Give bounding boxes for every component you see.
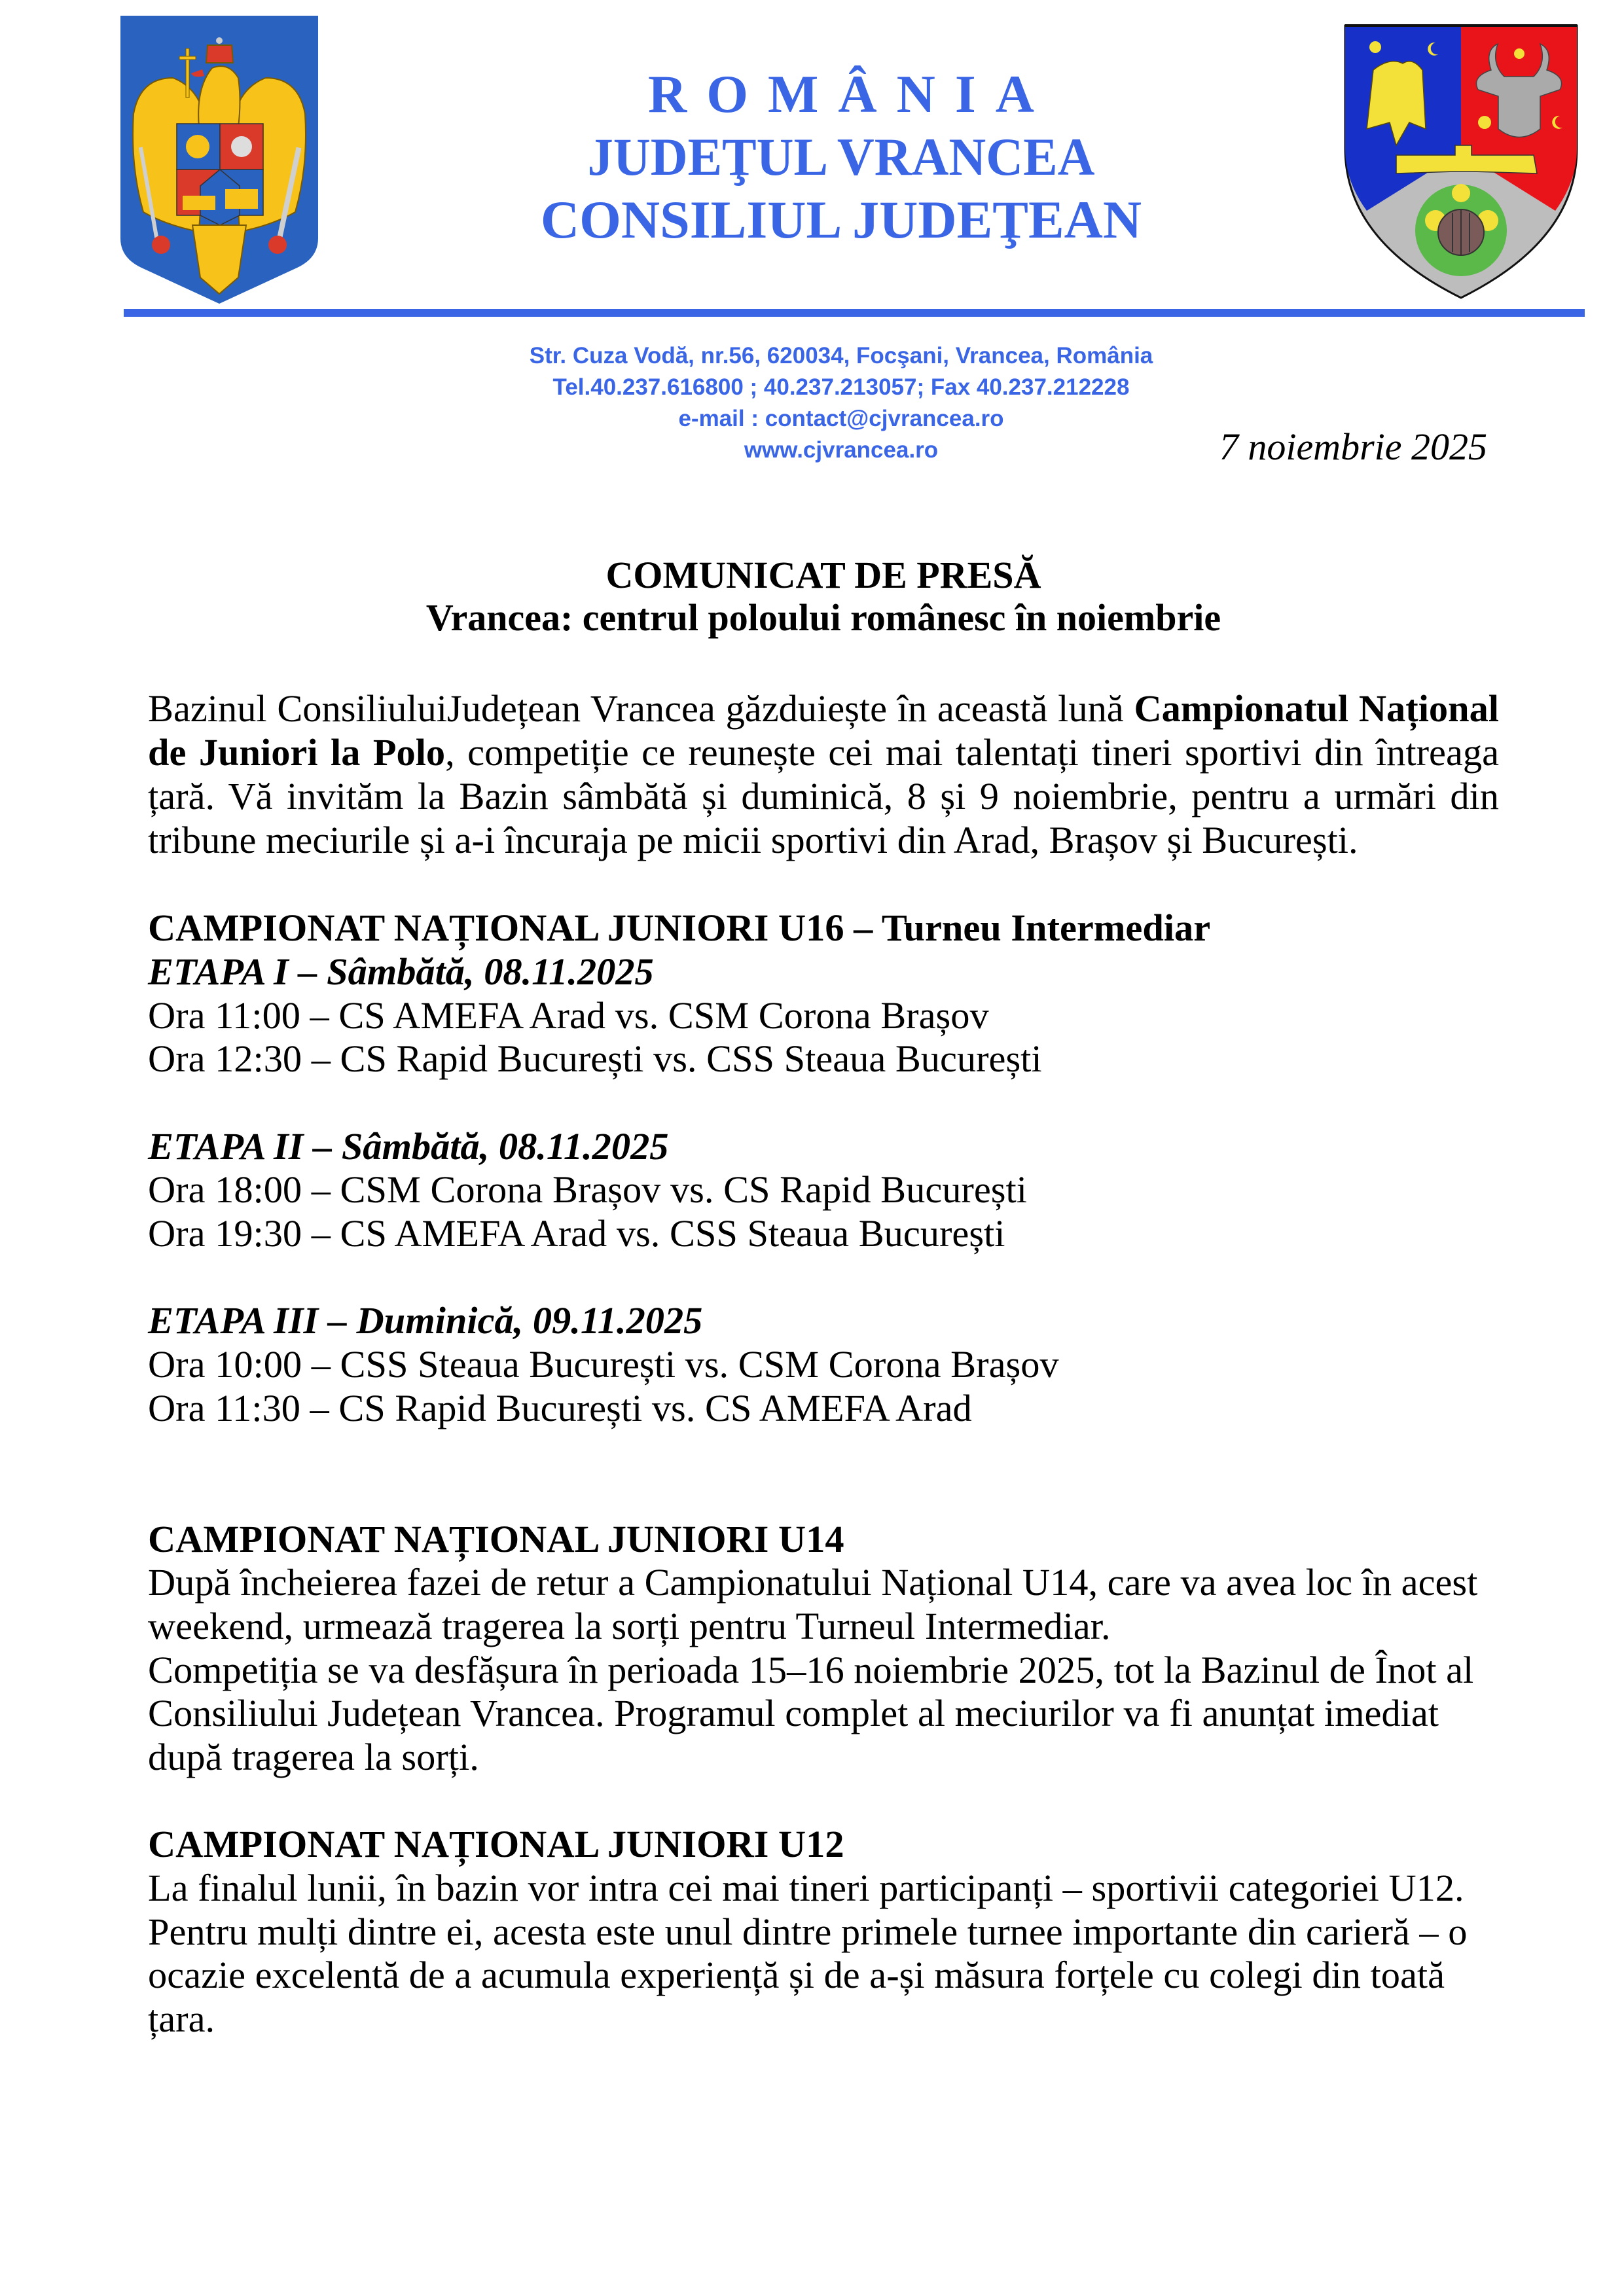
u14-line: Competiția se va desfășura în perioada 15–16 noiembrie 2025, tot la Bazinul de Înot al [148,1649,1474,1691]
header-council: CONSILIUL JUDEŢEAN [540,190,1142,249]
u14-line: După încheierea fazei de retur a Campionatului Național U14, care va avea loc în acest [148,1561,1478,1604]
intro-line-3: țară. Vă invităm la Bazin sâmbătă și duminică, 8 și 9 noiembrie, pentru a urmări din [148,775,1499,817]
u12-line: La finalul lunii, în bazin vor intra cei mai tineri participanți – sportivii categoriei U12. [148,1867,1464,1909]
u12-line: ocazie excelentă de a acumula experiență și de a-și măsura forțele cu colegi din toată [148,1954,1445,1996]
u14-line: după tragerea la sorți. [148,1736,479,1778]
contact-email[interactable]: e-mail : contact@cjvrancea.ro [678,406,1004,431]
stage-title-text: ETAPA III – Duminică, 09.11.2025 [148,1299,703,1342]
intro-text: Bazinul ConsiliuluiJudețean Vrancea găzduiește în această lună [148,687,1134,730]
match-row: Ora 11:30 – CS Rapid București vs. CS AMEFA Arad [148,1387,972,1429]
stage-2-title [148,1125,1499,1168]
u12-heading: CAMPIONAT NAȚIONAL JUNIORI U12 [148,1823,844,1865]
match-row: Ora 10:00 – CSS Steaua București vs. CSM Corona Brașov [148,1343,1059,1386]
document-date: 7 noiembrie 2025 [1219,425,1487,468]
stage-title-text: ETAPA I – Sâmbătă, 08.11.2025 [148,950,654,993]
intro-line-4: tribune meciurile și a-i încuraja pe micii sportivi din Arad, Brașov și București. [148,819,1358,861]
contact-website[interactable]: www.cjvrancea.ro [744,437,939,463]
header-county: JUDEŢUL VRANCEA [587,127,1095,187]
contact-phones: Tel.40.237.616800 ; 40.237.213057; Fax 40.237.212228 [552,374,1130,400]
match-row: Ora 18:00 – CSM Corona Brașov vs. CS Rapid București [148,1168,1027,1211]
match-row: Ora 11:00 – CS AMEFA Arad vs. CSM Corona Brașov [148,994,989,1037]
u12-line: Pentru mulți dintre ei, acesta este unul dintre primele turnee importante din carieră – o [148,1910,1468,1953]
u14-line: weekend, urmează tragerea la sorți pentru Turneul Intermediar. [148,1605,1111,1647]
match-row: Ora 12:30 – CS Rapid București vs. CSS Steaua București [148,1037,1042,1080]
header-country: ROMÂNIA [648,64,1054,124]
press-release-subheading: Vrancea: centrul poloului românesc în noiembrie [425,596,1221,639]
u14-line: Consiliului Județean Vrancea. Programul complet al meciurilor va fi anunțat imediat [148,1692,1439,1734]
stage-3-title [148,1299,1499,1342]
intro-bold-text: Campionatul Național [1134,687,1499,730]
intro-line-1 [148,687,1499,730]
intro-line-2 [148,731,1499,774]
contact-address: Str. Cuza Vodă, nr.56, 620034, Focşani, Vrancea, România [529,343,1153,368]
u14-heading: CAMPIONAT NAȚIONAL JUNIORI U14 [148,1518,844,1560]
stage-1-title [148,950,1499,994]
stage-title-text: ETAPA II – Sâmbătă, 08.11.2025 [148,1125,669,1168]
press-release-heading: COMUNICAT DE PRESĂ [605,554,1041,596]
match-row: Ora 19:30 – CS AMEFA Arad vs. CSS Steaua București [148,1212,1005,1255]
intro-bold-text: de Juniori la Polo [148,731,446,774]
vrancea-coat-of-arms-icon [1344,24,1578,299]
romania-coat-of-arms-icon [120,16,318,304]
u16-heading: CAMPIONAT NAȚIONAL JUNIORI U16 – Turneu Intermediar [148,906,1211,949]
intro-text: , competiție ce reunește cei mai talentați tineri sportivi din întreaga [445,731,1499,774]
u12-line: țara. [148,1998,215,2040]
header-divider [124,309,1585,317]
